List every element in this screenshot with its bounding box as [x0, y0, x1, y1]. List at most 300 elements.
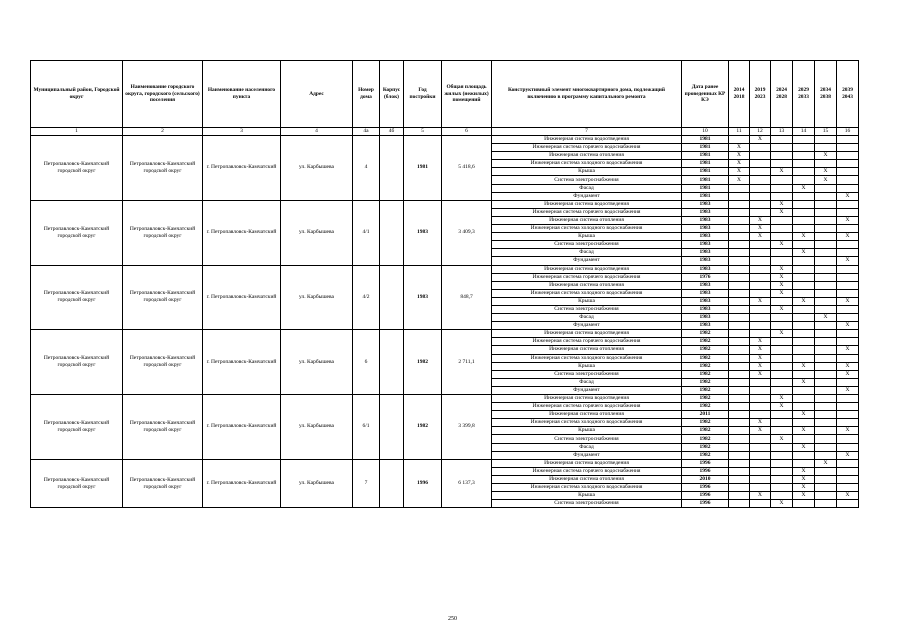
- period-3-cell: [771, 192, 793, 200]
- period-1-cell: [729, 467, 750, 475]
- period-3-cell: [771, 233, 793, 241]
- period-1-cell: [729, 281, 750, 289]
- period-2-cell: [750, 330, 771, 338]
- period-1-cell: [729, 249, 750, 257]
- period-3-cell: [771, 346, 793, 354]
- period-1-mark: X: [729, 176, 750, 184]
- prev-repair-date-cell: 1996: [682, 467, 729, 475]
- period-3-cell: [771, 297, 793, 305]
- period-6-mark: X: [837, 297, 859, 305]
- header-period-2: 2019 2023: [750, 61, 771, 128]
- element-cell: Инженерная система отопления: [492, 216, 682, 224]
- prev-repair-date-cell: 1982: [682, 370, 729, 378]
- period-4-mark: X: [793, 427, 815, 435]
- period-2-cell: [750, 386, 771, 394]
- period-3-cell: [771, 144, 793, 152]
- element-cell: Фасад: [492, 378, 682, 386]
- period-3-cell: [771, 257, 793, 265]
- period-6-mark: X: [837, 451, 859, 459]
- period-2-cell: [750, 144, 771, 152]
- period-2-mark: X: [750, 297, 771, 305]
- period-3-mark: X: [771, 273, 793, 281]
- column-number: 16: [837, 128, 859, 136]
- period-6-mark: X: [837, 427, 859, 435]
- column-number: 15: [815, 128, 837, 136]
- header-period-5: 2034 2038: [815, 61, 837, 128]
- element-cell: Инженерная система отопления: [492, 346, 682, 354]
- period-1-cell: [729, 289, 750, 297]
- period-5-mark: X: [815, 459, 837, 467]
- period-3-cell: [771, 451, 793, 459]
- element-cell: Система электроснабжения: [492, 241, 682, 249]
- settlement-cell: Петропавловск-Камчатский городской округ: [123, 459, 203, 508]
- period-3-cell: [771, 459, 793, 467]
- period-4-cell: [793, 419, 815, 427]
- period-2-mark: X: [750, 233, 771, 241]
- document-page: [30, 60, 858, 508]
- period-6-cell: [837, 475, 859, 483]
- area-cell: 3 409,3: [442, 200, 492, 265]
- period-6-cell: [837, 500, 859, 508]
- period-5-cell: [815, 403, 837, 411]
- prev-repair-date-cell: 1982: [682, 338, 729, 346]
- period-2-cell: [750, 305, 771, 313]
- table-row: [31, 459, 859, 467]
- prev-repair-date-cell: 1983: [682, 241, 729, 249]
- area-cell: 5 418,6: [442, 136, 492, 201]
- period-6-cell: [837, 273, 859, 281]
- period-3-cell: [771, 475, 793, 483]
- address-cell: ул. Карбышева: [281, 136, 353, 201]
- prev-repair-date-cell: 1996: [682, 500, 729, 508]
- period-4-cell: [793, 459, 815, 467]
- period-5-mark: X: [815, 176, 837, 184]
- period-5-cell: [815, 427, 837, 435]
- period-5-cell: [815, 362, 837, 370]
- column-number: 13: [771, 128, 793, 136]
- element-cell: Инженерная система водоотведения: [492, 459, 682, 467]
- period-3-cell: [771, 386, 793, 394]
- period-2-cell: [750, 500, 771, 508]
- period-6-mark: X: [837, 492, 859, 500]
- period-6-mark: X: [837, 370, 859, 378]
- period-1-cell: [729, 346, 750, 354]
- element-cell: Инженерная система водоотведения: [492, 265, 682, 273]
- period-3-cell: [771, 176, 793, 184]
- period-1-cell: [729, 378, 750, 386]
- block-cell: [380, 200, 404, 265]
- element-cell: Инженерная система водоотведения: [492, 395, 682, 403]
- prev-repair-date-cell: 1996: [682, 492, 729, 500]
- period-5-cell: [815, 200, 837, 208]
- period-6-cell: [837, 265, 859, 273]
- element-cell: Инженерная система водоотведения: [492, 136, 682, 144]
- element-cell: Крыша: [492, 427, 682, 435]
- element-cell: Крыша: [492, 168, 682, 176]
- element-cell: Система электроснабжения: [492, 435, 682, 443]
- period-3-cell: [771, 419, 793, 427]
- period-4-cell: [793, 346, 815, 354]
- district-cell: Петропавловск-Камчатский городской округ: [31, 200, 123, 265]
- header-settlement: Наименование городского округа, городского (сельского) поселения: [123, 61, 203, 128]
- element-cell: Инженерная система холодного водоснабжения: [492, 225, 682, 233]
- period-3-mark: X: [771, 168, 793, 176]
- column-number: 4а: [353, 128, 380, 136]
- period-2-cell: [750, 314, 771, 322]
- period-4-cell: [793, 192, 815, 200]
- period-2-mark: X: [750, 225, 771, 233]
- element-cell: Инженерная система горячего водоснабжения: [492, 273, 682, 281]
- period-1-cell: [729, 419, 750, 427]
- element-cell: Система электроснабжения: [492, 305, 682, 313]
- period-2-cell: [750, 265, 771, 273]
- period-1-cell: [729, 362, 750, 370]
- settlement-cell: Петропавловск-Камчатский городской округ: [123, 200, 203, 265]
- period-5-mark: X: [815, 152, 837, 160]
- period-2-cell: [750, 322, 771, 330]
- period-6-mark: X: [837, 192, 859, 200]
- prev-repair-date-cell: 1983: [682, 314, 729, 322]
- period-6-cell: [837, 378, 859, 386]
- period-2-cell: [750, 208, 771, 216]
- period-2-cell: [750, 411, 771, 419]
- period-5-cell: [815, 411, 837, 419]
- column-number: 3: [203, 128, 281, 136]
- period-1-cell: [729, 297, 750, 305]
- column-number: 10: [682, 128, 729, 136]
- period-5-cell: [815, 184, 837, 192]
- table-row: [31, 395, 859, 403]
- header-element: Конструктивный элемент многоквартирного дома, подлежащий включению в программу капитального ремонта: [492, 61, 682, 128]
- period-3-cell: [771, 362, 793, 370]
- settlement-cell: Петропавловск-Камчатский городской округ: [123, 330, 203, 395]
- prev-repair-date-cell: 1982: [682, 443, 729, 451]
- element-cell: Инженерная система горячего водоснабжения: [492, 144, 682, 152]
- header-year: Год постройки: [404, 61, 442, 128]
- period-4-cell: [793, 435, 815, 443]
- period-3-cell: [771, 322, 793, 330]
- period-3-cell: [771, 314, 793, 322]
- prev-repair-date-cell: 1981: [682, 184, 729, 192]
- element-cell: Крыша: [492, 492, 682, 500]
- period-3-cell: [771, 136, 793, 144]
- table-body: [31, 136, 859, 508]
- district-cell: Петропавловск-Камчатский городской округ: [31, 459, 123, 508]
- period-5-cell: [815, 330, 837, 338]
- area-cell: 2 711,1: [442, 330, 492, 395]
- period-5-cell: [815, 467, 837, 475]
- period-1-cell: [729, 443, 750, 451]
- address-cell: ул. Карбышева: [281, 330, 353, 395]
- period-6-cell: [837, 184, 859, 192]
- period-6-cell: [837, 281, 859, 289]
- period-6-cell: [837, 168, 859, 176]
- period-3-cell: [771, 184, 793, 192]
- period-1-cell: [729, 459, 750, 467]
- block-cell: [380, 459, 404, 508]
- period-6-cell: [837, 176, 859, 184]
- period-2-mark: X: [750, 354, 771, 362]
- period-4-cell: [793, 200, 815, 208]
- period-1-mark: X: [729, 168, 750, 176]
- prev-repair-date-cell: 2010: [682, 475, 729, 483]
- period-4-cell: [793, 403, 815, 411]
- period-5-cell: [815, 322, 837, 330]
- period-1-mark: X: [729, 152, 750, 160]
- period-4-mark: X: [793, 467, 815, 475]
- period-4-cell: [793, 208, 815, 216]
- district-cell: Петропавловск-Камчатский городской округ: [31, 136, 123, 201]
- period-5-cell: [815, 297, 837, 305]
- table-row: [31, 136, 859, 144]
- period-5-cell: [815, 451, 837, 459]
- prev-repair-date-cell: 1982: [682, 395, 729, 403]
- column-number: 11: [729, 128, 750, 136]
- header-district: Муниципальный район, Городской округ: [31, 61, 123, 128]
- period-3-cell: [771, 338, 793, 346]
- period-2-cell: [750, 484, 771, 492]
- period-6-cell: [837, 435, 859, 443]
- period-6-cell: [837, 354, 859, 362]
- period-5-cell: [815, 500, 837, 508]
- settlement-cell: Петропавловск-Камчатский городской округ: [123, 136, 203, 201]
- element-cell: Инженерная система холодного водоснабжения: [492, 419, 682, 427]
- element-cell: Фасад: [492, 314, 682, 322]
- house-number-cell: 4/2: [353, 265, 380, 330]
- period-2-cell: [750, 467, 771, 475]
- prev-repair-date-cell: 1982: [682, 330, 729, 338]
- address-cell: ул. Карбышева: [281, 459, 353, 508]
- period-5-cell: [815, 281, 837, 289]
- period-6-mark: X: [837, 322, 859, 330]
- prev-repair-date-cell: 2011: [682, 411, 729, 419]
- period-2-cell: [750, 192, 771, 200]
- period-5-cell: [815, 257, 837, 265]
- period-2-cell: [750, 378, 771, 386]
- period-3-cell: [771, 492, 793, 500]
- prev-repair-date-cell: 1982: [682, 403, 729, 411]
- prev-repair-date-cell: 1982: [682, 354, 729, 362]
- period-5-cell: [815, 225, 837, 233]
- block-cell: [380, 136, 404, 201]
- period-4-cell: [793, 322, 815, 330]
- period-2-cell: [750, 289, 771, 297]
- period-2-mark: X: [750, 492, 771, 500]
- settlement-cell: Петропавловск-Камчатский городской округ: [123, 395, 203, 460]
- period-4-mark: X: [793, 475, 815, 483]
- element-cell: Фундамент: [492, 322, 682, 330]
- period-2-cell: [750, 435, 771, 443]
- period-1-cell: [729, 257, 750, 265]
- period-3-cell: [771, 225, 793, 233]
- element-cell: Система электроснабжения: [492, 500, 682, 508]
- period-4-mark: X: [793, 411, 815, 419]
- period-4-cell: [793, 289, 815, 297]
- period-2-mark: X: [750, 216, 771, 224]
- period-2-cell: [750, 160, 771, 168]
- period-5-cell: [815, 249, 837, 257]
- period-6-mark: X: [837, 233, 859, 241]
- year-cell: 1996: [404, 459, 442, 508]
- period-2-cell: [750, 451, 771, 459]
- period-4-cell: [793, 216, 815, 224]
- period-4-cell: [793, 451, 815, 459]
- period-3-mark: X: [771, 208, 793, 216]
- element-cell: Инженерная система горячего водоснабжения: [492, 467, 682, 475]
- period-1-cell: [729, 265, 750, 273]
- period-1-cell: [729, 233, 750, 241]
- period-4-mark: X: [793, 492, 815, 500]
- element-cell: Фасад: [492, 184, 682, 192]
- period-4-cell: [793, 330, 815, 338]
- area-cell: 6 137,3: [442, 459, 492, 508]
- period-1-mark: X: [729, 144, 750, 152]
- period-2-mark: X: [750, 136, 771, 144]
- period-3-mark: X: [771, 403, 793, 411]
- element-cell: Инженерная система отопления: [492, 411, 682, 419]
- period-5-cell: [815, 305, 837, 313]
- period-6-cell: [837, 411, 859, 419]
- column-number-row: [31, 128, 859, 136]
- area-cell: 3 399,8: [442, 395, 492, 460]
- period-2-mark: X: [750, 346, 771, 354]
- period-1-cell: [729, 322, 750, 330]
- period-3-mark: X: [771, 289, 793, 297]
- prev-repair-date-cell: 1982: [682, 427, 729, 435]
- period-2-mark: X: [750, 419, 771, 427]
- period-2-cell: [750, 176, 771, 184]
- period-4-mark: X: [793, 249, 815, 257]
- period-4-cell: [793, 176, 815, 184]
- house-number-cell: 4: [353, 136, 380, 201]
- period-3-cell: [771, 484, 793, 492]
- period-3-mark: X: [771, 265, 793, 273]
- element-cell: Инженерная система горячего водоснабжения: [492, 403, 682, 411]
- page-number: 250: [448, 616, 457, 622]
- prev-repair-date-cell: 1982: [682, 386, 729, 394]
- prev-repair-date-cell: 1981: [682, 192, 729, 200]
- period-1-cell: [729, 200, 750, 208]
- locality-cell: г. Петропавловск-Камчатский: [203, 459, 281, 508]
- period-1-cell: [729, 411, 750, 419]
- period-3-cell: [771, 427, 793, 435]
- period-2-cell: [750, 475, 771, 483]
- column-number: 6: [442, 128, 492, 136]
- prev-repair-date-cell: 1996: [682, 459, 729, 467]
- period-4-cell: [793, 314, 815, 322]
- period-1-cell: [729, 475, 750, 483]
- period-4-cell: [793, 500, 815, 508]
- period-3-cell: [771, 160, 793, 168]
- period-2-cell: [750, 443, 771, 451]
- column-number: 4: [281, 128, 353, 136]
- period-5-cell: [815, 338, 837, 346]
- address-cell: ул. Карбышева: [281, 200, 353, 265]
- period-2-cell: [750, 152, 771, 160]
- prev-repair-date-cell: 1983: [682, 257, 729, 265]
- period-1-cell: [729, 403, 750, 411]
- period-1-cell: [729, 225, 750, 233]
- element-cell: Фундамент: [492, 451, 682, 459]
- period-6-cell: [837, 314, 859, 322]
- period-4-cell: [793, 281, 815, 289]
- block-cell: [380, 265, 404, 330]
- period-4-mark: X: [793, 184, 815, 192]
- house-number-cell: 6/1: [353, 395, 380, 460]
- prev-repair-date-cell: 1996: [682, 484, 729, 492]
- header-house-number: Номер дома: [353, 61, 380, 128]
- period-4-cell: [793, 386, 815, 394]
- address-cell: ул. Карбышева: [281, 395, 353, 460]
- period-6-cell: [837, 225, 859, 233]
- period-4-cell: [793, 257, 815, 265]
- period-3-mark: X: [771, 500, 793, 508]
- period-1-cell: [729, 500, 750, 508]
- period-1-cell: [729, 395, 750, 403]
- header-locality: Наименование населенного пункта: [203, 61, 281, 128]
- period-4-cell: [793, 144, 815, 152]
- period-6-cell: [837, 136, 859, 144]
- column-number: 2: [123, 128, 203, 136]
- period-1-cell: [729, 216, 750, 224]
- prev-repair-date-cell: 1983: [682, 281, 729, 289]
- period-1-mark: X: [729, 160, 750, 168]
- period-6-mark: X: [837, 362, 859, 370]
- period-6-cell: [837, 144, 859, 152]
- period-1-cell: [729, 192, 750, 200]
- period-2-mark: X: [750, 370, 771, 378]
- period-4-cell: [793, 136, 815, 144]
- period-1-cell: [729, 136, 750, 144]
- element-cell: Инженерная система холодного водоснабжения: [492, 289, 682, 297]
- period-4-cell: [793, 273, 815, 281]
- period-2-cell: [750, 184, 771, 192]
- period-6-cell: [837, 403, 859, 411]
- district-cell: Петропавловск-Камчатский городской округ: [31, 395, 123, 460]
- header-address: Адрес: [281, 61, 353, 128]
- period-2-cell: [750, 273, 771, 281]
- period-4-cell: [793, 265, 815, 273]
- header-period-4: 2029 2033: [793, 61, 815, 128]
- period-5-mark: X: [815, 314, 837, 322]
- prev-repair-date-cell: 1982: [682, 435, 729, 443]
- prev-repair-date-cell: 1981: [682, 144, 729, 152]
- prev-repair-date-cell: 1983: [682, 297, 729, 305]
- period-6-cell: [837, 338, 859, 346]
- prev-repair-date-cell: 1982: [682, 378, 729, 386]
- period-4-mark: X: [793, 378, 815, 386]
- period-5-cell: [815, 192, 837, 200]
- element-cell: Инженерная система холодного водоснабжения: [492, 160, 682, 168]
- period-2-cell: [750, 257, 771, 265]
- locality-cell: г. Петропавловск-Камчатский: [203, 200, 281, 265]
- element-cell: Фундамент: [492, 257, 682, 265]
- period-2-cell: [750, 459, 771, 467]
- period-3-mark: X: [771, 330, 793, 338]
- period-3-mark: X: [771, 305, 793, 313]
- element-cell: Инженерная система холодного водоснабжения: [492, 354, 682, 362]
- element-cell: Инженерная система горячего водоснабжения: [492, 338, 682, 346]
- block-cell: [380, 330, 404, 395]
- period-1-cell: [729, 273, 750, 281]
- year-cell: 1983: [404, 265, 442, 330]
- period-6-mark: X: [837, 386, 859, 394]
- element-cell: Крыша: [492, 233, 682, 241]
- period-3-mark: X: [771, 395, 793, 403]
- period-3-mark: X: [771, 241, 793, 249]
- period-2-cell: [750, 241, 771, 249]
- column-number: 4б: [380, 128, 404, 136]
